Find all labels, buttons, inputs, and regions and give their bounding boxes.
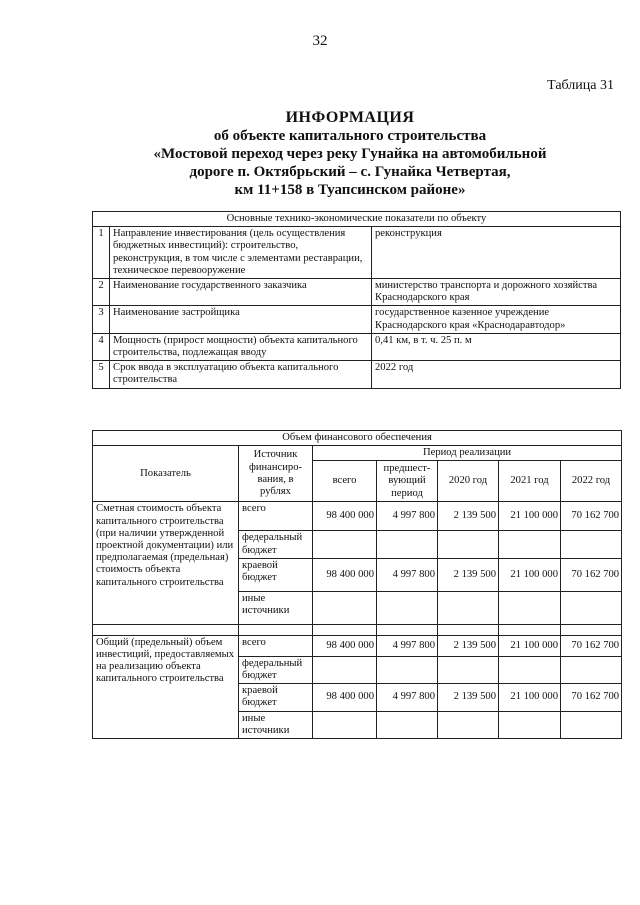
heading-line: об объекте капитального строительства [213, 128, 487, 144]
header-2022: 2022 год [561, 461, 622, 502]
table-row: 1 Направление инвестирования (цель осуществления бюджетных инвестиций): строительство, реконструкция, в том числе с элементами реставрации, техническое перевооружение реконструкция [93, 227, 621, 279]
table-row: федеральный бюджет [93, 531, 622, 558]
table-row: Общий (предельный) объем инвестиций, предоставляемых на реализацию объекта капитального строительства всего 98 400 000 4 997 800 2 139 500 21 100 000 70 162 700 [93, 635, 622, 656]
table-row: иные источники [93, 591, 622, 624]
header-total: всего [313, 461, 377, 502]
table-row: 4 Мощность (прирост мощности) объекта капитального строительства, подлежащая вводу 0,41 км, в т. ч. 25 п. м [93, 333, 621, 360]
indicators-title: Основные технико-экономические показатели по объекту [93, 212, 621, 227]
group-gap [93, 624, 622, 635]
header-period: Период реализации [313, 446, 622, 461]
table-row: Сметная стоимость объекта капитального строительства (при наличии утвержденной проектной документации) или предполагаемая (предельная) стоимость объекта капитального строительства всего 98 400 000 4 997 800 2 139 500 21 100 000 70 162 700 [93, 502, 622, 531]
header-indicator: Показатель [93, 446, 239, 502]
indicators-table [92, 211, 621, 389]
table-row: краевой бюджет 98 400 000 4 997 800 2 139 500 21 100 000 70 162 700 [93, 684, 622, 711]
heading-title: ИНФОРМАЦИЯ [285, 109, 415, 126]
heading-line: км 11+158 в Туапсинском районе» [234, 182, 466, 198]
table-row: 3 Наименование застройщика государственное казенное учреждение Краснодарского края «Краснодаравтодор» [93, 306, 621, 333]
table-row: 2 Наименование государственного заказчика министерство транспорта и дорожного хозяйства Краснодарского края [93, 279, 621, 306]
group-label: Общий (предельный) объем инвестиций, предоставляемых на реализацию объекта капитального строительства [93, 635, 239, 738]
document-heading [60, 109, 640, 199]
table-row: 5 Срок ввода в эксплуатацию объекта капитального строительства 2022 год [93, 361, 621, 388]
header-previous: предшест-вующий период [377, 461, 438, 502]
finance-title: Объем финансового обеспечения [93, 431, 622, 446]
group-label: Сметная стоимость объекта капитального строительства (при наличии утвержденной проектной документации) или предполагаемая (предельная) стоимость объекта капитального строительства [93, 502, 239, 624]
page-number: 32 [312, 33, 328, 49]
header-2020: 2020 год [438, 461, 499, 502]
table-row: иные источники [93, 711, 622, 738]
header-2021: 2021 год [499, 461, 561, 502]
table-label: Таблица 31 [547, 78, 614, 93]
table-row: краевой бюджет 98 400 000 4 997 800 2 139 500 21 100 000 70 162 700 [93, 558, 622, 591]
header-source: Источник финансиро-вания, в рублях [239, 446, 313, 502]
heading-line: «Мостовой переход через реку Гунайка на автомобильной [153, 146, 547, 162]
heading-line: дороге п. Октябрьский – с. Гунайка Четвертая, [189, 164, 511, 180]
finance-table [92, 430, 622, 739]
table-row: федеральный бюджет [93, 656, 622, 683]
